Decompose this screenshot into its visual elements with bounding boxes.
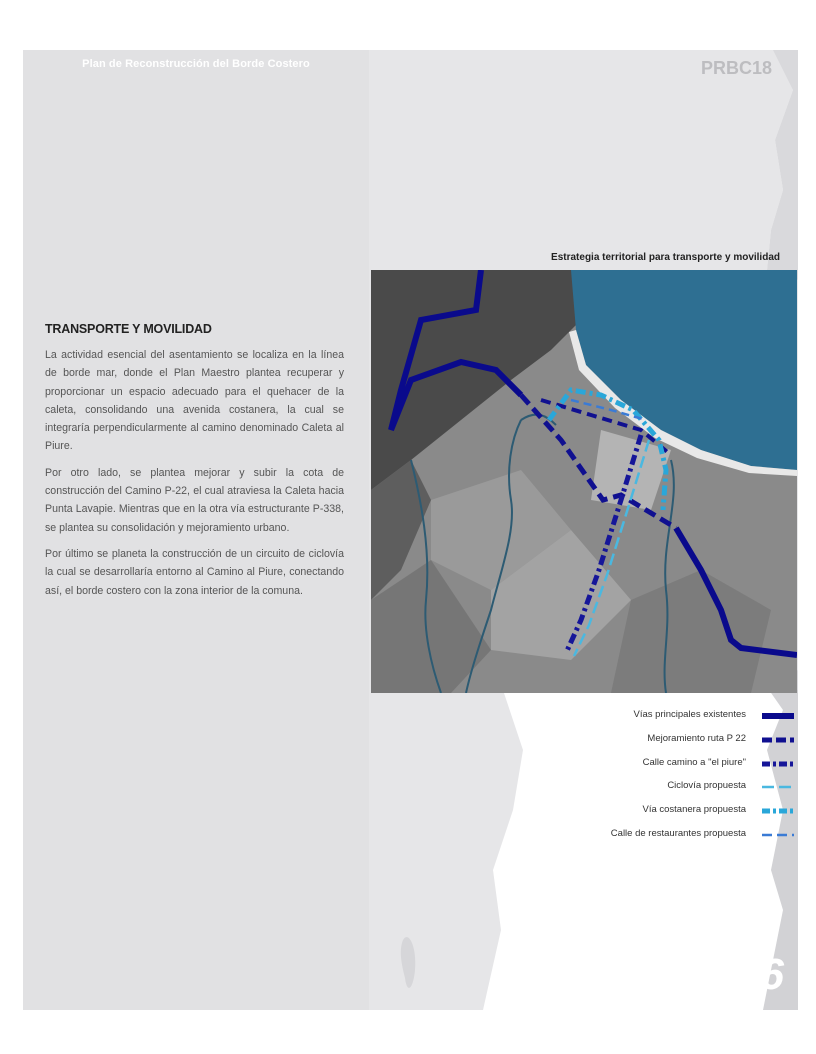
territorial-map — [371, 270, 797, 693]
legend-label: Mejoramiento ruta P 22 — [647, 732, 746, 744]
page-number: 26 — [735, 950, 784, 999]
paragraph: La actividad esencial del asentamiento se localiza en la línea de borde mar, donde el Plan Maestro plantea recuperar y proporcionar un espacio adecuado para el quehacer de la caleta, consolidando una avenida costanera, la cual se integraría perpendicularmente al camino denominado Caleta al Piure. — [45, 349, 344, 453]
legend-item — [543, 824, 798, 848]
legend-swatch-solid — [762, 711, 794, 721]
page — [23, 50, 798, 1010]
paragraph: Por último se planeta la construcción de un circuito de ciclovía la cual se desarrollaría entorno al Camino al Piure, conectando así, el borde costero con la zona interior de la comuna. — [45, 547, 344, 597]
legend-item — [543, 753, 798, 777]
legend-swatch-dashed-thin — [762, 830, 794, 840]
map-legend — [543, 705, 798, 848]
legend-label: Ciclovía propuesta — [667, 780, 746, 792]
section-title: TRANSPORTE Y MOVILIDAD — [45, 322, 212, 336]
legend-item — [543, 776, 798, 800]
legend-label: Calle camino a "el piure" — [642, 756, 746, 768]
legend-item — [543, 800, 798, 824]
legend-swatch-dashdot — [762, 806, 794, 816]
paragraph: Por otro lado, se plantea mejorar y subir la cota de construcción del Camino P-22, el cual atraviesa la Caleta hacia Punta Lavapie. Mientras que en la otra vía estructurante P-338, se plantea su consolidación y mejoramiento urbano. — [45, 466, 344, 534]
legend-swatch-dashdot — [762, 759, 794, 769]
header-title: Plan de Reconstrucción del Borde Costero — [82, 58, 310, 70]
legend-label: Calle de restaurantes propuesta — [610, 827, 746, 839]
legend-item — [543, 729, 798, 753]
legend-label: Vía costanera propuesta — [642, 804, 746, 816]
legend-swatch-dashed-thin — [762, 782, 794, 792]
legend-label: Vías principales existentes — [633, 709, 746, 720]
body-text — [45, 346, 344, 608]
legend-item — [543, 705, 798, 729]
document-code: PRBC18 — [700, 58, 772, 78]
left-text-panel — [23, 50, 369, 1010]
map-caption: Estrategia territorial para transporte y movilidad — [551, 252, 780, 263]
legend-swatch-dashed — [762, 735, 794, 745]
